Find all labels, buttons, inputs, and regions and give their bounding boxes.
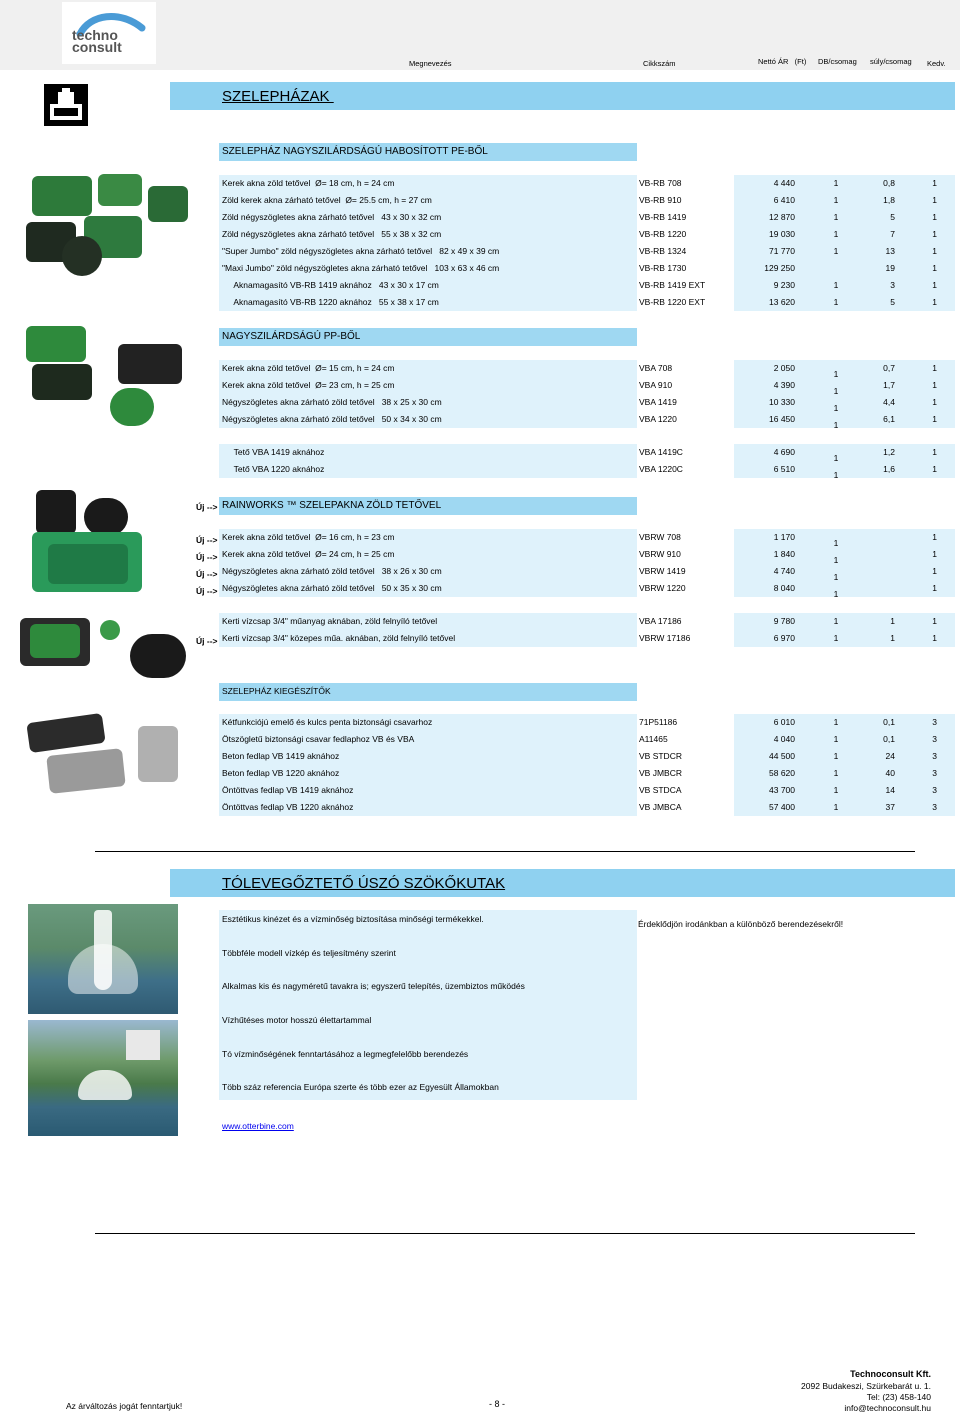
row-price: 44 500 <box>734 748 807 765</box>
row-price: 13 620 <box>734 294 807 311</box>
row-pack-count: 1 <box>807 580 865 597</box>
divider <box>95 851 915 852</box>
table-row <box>0 748 960 765</box>
table-row <box>0 260 960 277</box>
col-header-price: Nettó ÁR (Ft) <box>758 57 807 66</box>
row-price: 9 780 <box>734 613 807 630</box>
col-header-name: Megnevezés <box>409 59 452 68</box>
row-pack-count: 1 <box>807 175 865 192</box>
row-description: "Maxi Jumbo" zöld négyszögletes akna zárható tetővel 103 x 63 x 46 cm <box>219 260 637 277</box>
table-row <box>0 243 960 260</box>
row-code: VBA 1220 <box>637 411 734 428</box>
row-weight <box>865 563 915 580</box>
row-discount: 1 <box>915 226 955 243</box>
row-description: Öntöttvas fedlap VB 1220 aknához <box>219 799 637 816</box>
row-code: VB-RB 708 <box>637 175 734 192</box>
otterbine-link[interactable]: www.otterbine.com <box>222 1121 294 1131</box>
row-description: Beton fedlap VB 1419 aknához <box>219 748 637 765</box>
valve-box-icon <box>44 84 88 126</box>
row-pack-count: 1 <box>807 765 865 782</box>
row-pack-count: 1 <box>807 444 865 461</box>
row-description: Tető VBA 1220 aknához <box>219 461 637 478</box>
feature-item: Vízhűtéses motor hosszú élettartammal <box>222 1015 372 1025</box>
feature-item: Alkalmas kis és nagyméretű tavakra is; egyszerű telepítés, üzembiztos működés <box>222 981 525 991</box>
row-description: Zöld négyszögletes akna zárható tetővel 55 x 38 x 32 cm <box>219 226 637 243</box>
row-price: 58 620 <box>734 765 807 782</box>
table-row <box>0 799 960 816</box>
new-marker: Új --> <box>196 552 218 562</box>
row-price: 43 700 <box>734 782 807 799</box>
new-marker: Új --> <box>196 502 218 512</box>
table-row <box>0 294 960 311</box>
row-price: 19 030 <box>734 226 807 243</box>
row-weight: 3 <box>865 277 915 294</box>
row-price: 57 400 <box>734 799 807 816</box>
row-description: Kerek akna zöld tetővel Ø= 23 cm, h = 25 cm <box>219 377 637 394</box>
row-description: Négyszögletes akna zárható zöld tetővel 50 x 35 x 30 cm <box>219 580 637 597</box>
row-weight: 24 <box>865 748 915 765</box>
table-row <box>0 731 960 748</box>
row-pack-count: 1 <box>807 461 865 478</box>
row-code: VB-RB 1730 <box>637 260 734 277</box>
row-price: 2 050 <box>734 360 807 377</box>
row-weight <box>865 546 915 563</box>
row-description: Négyszögletes akna zárható zöld tetővel 50 x 34 x 30 cm <box>219 411 637 428</box>
row-price: 12 870 <box>734 209 807 226</box>
row-discount: 1 <box>915 260 955 277</box>
table-row <box>0 175 960 192</box>
row-weight: 0,1 <box>865 731 915 748</box>
row-price: 4 740 <box>734 563 807 580</box>
row-description: Aknamagasító VB-RB 1220 aknához 55 x 38 x 17 cm <box>219 294 637 311</box>
row-code: VBRW 708 <box>637 529 734 546</box>
row-pack-count: 1 <box>807 209 865 226</box>
logo <box>62 2 156 64</box>
row-discount: 1 <box>915 377 955 394</box>
feature-item: Több száz referencia Európa szerte és több ezer az Egyesült Államokban <box>222 1082 499 1092</box>
table-row <box>0 546 960 563</box>
row-code: VBA 17186 <box>637 613 734 630</box>
footer-disclaimer: Az árváltozás jogát fenntartjuk! <box>66 1401 183 1411</box>
row-discount: 1 <box>915 444 955 461</box>
row-description: Ötszögletű biztonsági csavar fedlaphoz VB és VBA <box>219 731 637 748</box>
row-pack-count: 1 <box>807 630 865 647</box>
table-row <box>0 226 960 243</box>
row-discount: 1 <box>915 394 955 411</box>
row-weight: 1 <box>865 613 915 630</box>
row-code: VB-RB 1324 <box>637 243 734 260</box>
row-discount: 1 <box>915 630 955 647</box>
table-row <box>0 529 960 546</box>
row-discount: 1 <box>915 563 955 580</box>
col-header-code: Cikkszám <box>643 59 676 68</box>
feature-panel <box>219 910 637 1100</box>
table-row <box>0 765 960 782</box>
row-pack-count: 1 <box>807 411 865 428</box>
new-marker: Új --> <box>196 569 218 579</box>
fountain-image-1 <box>28 904 178 1014</box>
table-row <box>0 714 960 731</box>
row-weight: 0,7 <box>865 360 915 377</box>
row-discount: 1 <box>915 529 955 546</box>
row-pack-count: 1 <box>807 782 865 799</box>
row-weight: 1,8 <box>865 192 915 209</box>
col-header-db: DB/csomag <box>818 57 857 66</box>
row-weight: 0,8 <box>865 175 915 192</box>
row-code: VB-RB 910 <box>637 192 734 209</box>
row-pack-count: 1 <box>807 529 865 546</box>
table-row <box>0 394 960 411</box>
row-code: VB STDCR <box>637 748 734 765</box>
section-title: TÓLEVEGŐZTETŐ ÚSZÓ SZÖKŐKUTAK <box>222 875 506 892</box>
row-discount: 1 <box>915 209 955 226</box>
row-weight: 6,1 <box>865 411 915 428</box>
row-description: Négyszögletes akna zárható zöld tetővel 38 x 26 x 30 cm <box>219 563 637 580</box>
row-discount: 1 <box>915 613 955 630</box>
feature-item: Többféle modell vízkép és teljesítmény szerint <box>222 948 396 958</box>
row-description: Kétfunkciójú emelő és kulcs penta biztonsági csavarhoz <box>219 714 637 731</box>
table-row <box>0 277 960 294</box>
row-code: VBRW 1419 <box>637 563 734 580</box>
row-weight: 4,4 <box>865 394 915 411</box>
new-marker: Új --> <box>196 586 218 596</box>
row-description: Kerek akna zöld tetővel Ø= 18 cm, h = 24 cm <box>219 175 637 192</box>
row-pack-count <box>807 260 865 277</box>
row-pack-count: 1 <box>807 377 865 394</box>
row-weight: 1,7 <box>865 377 915 394</box>
row-code: VB-RB 1419 EXT <box>637 277 734 294</box>
logo-text-top: techno <box>72 27 118 43</box>
row-weight: 40 <box>865 765 915 782</box>
row-code: 71P51186 <box>637 714 734 731</box>
row-price: 8 040 <box>734 580 807 597</box>
row-price: 16 450 <box>734 411 807 428</box>
divider <box>95 1233 915 1234</box>
row-code: VB JMBCR <box>637 765 734 782</box>
row-discount: 3 <box>915 765 955 782</box>
feature-item: Tó vízminőségének fenntartásához a legmegfelelőbb berendezés <box>222 1049 469 1059</box>
subsection-title: RAINWORKS ™ SZELEPAKNA ZÖLD TETŐVEL <box>222 500 442 511</box>
row-description: Kerti vízcsap 3/4" műanyag aknában, zöld felnyíló tetővel <box>219 613 637 630</box>
row-discount: 3 <box>915 799 955 816</box>
row-description: Zöld négyszögletes akna zárható tetővel 43 x 30 x 32 cm <box>219 209 637 226</box>
row-discount: 1 <box>915 580 955 597</box>
row-pack-count: 1 <box>807 731 865 748</box>
row-code: VBA 708 <box>637 360 734 377</box>
row-discount: 1 <box>915 461 955 478</box>
row-pack-count: 1 <box>807 192 865 209</box>
row-price: 9 230 <box>734 277 807 294</box>
row-price: 4 390 <box>734 377 807 394</box>
table-row <box>0 360 960 377</box>
row-price: 71 770 <box>734 243 807 260</box>
row-price: 4 690 <box>734 444 807 461</box>
product-image-faucet-boxes <box>20 614 196 684</box>
row-discount: 3 <box>915 748 955 765</box>
row-discount: 1 <box>915 294 955 311</box>
footer-address: 2092 Budakeszi, Szürkebarát u. 1. <box>801 1381 931 1391</box>
inquiry-note: Érdeklődjön irodánkban a különböző berendezésekről! <box>638 919 844 929</box>
table-row <box>0 563 960 580</box>
row-discount: 1 <box>915 243 955 260</box>
row-price: 129 250 <box>734 260 807 277</box>
row-weight: 1,6 <box>865 461 915 478</box>
row-description: Tető VBA 1419 aknához <box>219 444 637 461</box>
row-weight: 0,1 <box>865 714 915 731</box>
footer-company: Technoconsult Kft. <box>850 1369 931 1379</box>
row-pack-count: 1 <box>807 613 865 630</box>
row-discount: 3 <box>915 714 955 731</box>
new-marker: Új --> <box>196 636 218 646</box>
row-code: VBA 1419 <box>637 394 734 411</box>
row-description: Beton fedlap VB 1220 aknához <box>219 765 637 782</box>
row-discount: 1 <box>915 411 955 428</box>
row-description: Öntöttvas fedlap VB 1419 aknához <box>219 782 637 799</box>
row-weight: 13 <box>865 243 915 260</box>
feature-item: Esztétikus kinézet és a vízminőség biztosítása minőségi termékekkel. <box>222 914 484 924</box>
row-description: Négyszögletes akna zárható zöld tetővel 38 x 25 x 30 cm <box>219 394 637 411</box>
row-weight: 5 <box>865 294 915 311</box>
row-pack-count: 1 <box>807 360 865 377</box>
section-title: SZELEPHÁZAK <box>222 88 334 105</box>
row-price: 1 170 <box>734 529 807 546</box>
row-description: Aknamagasító VB-RB 1419 aknához 43 x 30 x 17 cm <box>219 277 637 294</box>
row-price: 6 410 <box>734 192 807 209</box>
row-code: VBA 1220C <box>637 461 734 478</box>
row-description: Zöld kerek akna zárható tetővel Ø= 25.5 cm, h = 27 cm <box>219 192 637 209</box>
logo-text-bottom: consult <box>72 39 122 55</box>
row-weight: 1,2 <box>865 444 915 461</box>
row-price: 6 510 <box>734 461 807 478</box>
row-code: VBA 1419C <box>637 444 734 461</box>
row-weight: 19 <box>865 260 915 277</box>
table-row <box>0 444 960 461</box>
subsection-title: SZELEPHÁZ KIEGÉSZÍTŐK <box>222 686 331 696</box>
row-price: 10 330 <box>734 394 807 411</box>
row-weight <box>865 580 915 597</box>
fountain-image-2 <box>28 1020 178 1136</box>
table-row <box>0 377 960 394</box>
row-pack-count: 1 <box>807 714 865 731</box>
row-discount: 3 <box>915 782 955 799</box>
col-header-weight: súly/csomag <box>870 57 912 66</box>
row-code: VB-RB 1419 <box>637 209 734 226</box>
col-header-discount: Kedv. <box>927 59 946 68</box>
new-marker: Új --> <box>196 535 218 545</box>
row-pack-count: 1 <box>807 799 865 816</box>
row-weight: 37 <box>865 799 915 816</box>
footer-phone: Tel: (23) 458-140 <box>866 1392 931 1402</box>
row-code: VBA 910 <box>637 377 734 394</box>
row-description: Kerti vízcsap 3/4" közepes műa. aknában, zöld felnyíló tetővel <box>219 630 637 647</box>
row-description: "Super Jumbo" zöld négyszögletes akna zárható tetővel 82 x 49 x 39 cm <box>219 243 637 260</box>
row-price: 4 040 <box>734 731 807 748</box>
row-weight: 1 <box>865 630 915 647</box>
row-code: VB-RB 1220 <box>637 226 734 243</box>
row-code: VBRW 1220 <box>637 580 734 597</box>
row-discount: 1 <box>915 546 955 563</box>
row-pack-count: 1 <box>807 226 865 243</box>
row-discount: 1 <box>915 277 955 294</box>
row-description: Kerek akna zöld tetővel Ø= 15 cm, h = 24 cm <box>219 360 637 377</box>
footer-email: info@technoconsult.hu <box>844 1403 931 1413</box>
row-weight: 7 <box>865 226 915 243</box>
row-discount: 3 <box>915 731 955 748</box>
row-discount: 1 <box>915 175 955 192</box>
row-code: VB JMBCA <box>637 799 734 816</box>
table-row <box>0 411 960 428</box>
row-description: Kerek akna zöld tetővel Ø= 24 cm, h = 25 cm <box>219 546 637 563</box>
row-code: VB STDCA <box>637 782 734 799</box>
row-pack-count: 1 <box>807 394 865 411</box>
row-description: Kerek akna zöld tetővel Ø= 16 cm, h = 23 cm <box>219 529 637 546</box>
row-code: VBRW 910 <box>637 546 734 563</box>
row-price: 6 970 <box>734 630 807 647</box>
row-price: 6 010 <box>734 714 807 731</box>
row-price: 4 440 <box>734 175 807 192</box>
table-row <box>0 192 960 209</box>
subsection-title: NAGYSZILÁRDSÁGÚ PP-BŐL <box>222 331 361 342</box>
table-row <box>0 580 960 597</box>
subsection-title: SZELEPHÁZ NAGYSZILÁRDSÁGÚ HABOSÍTOTT PE-BŐL <box>222 146 488 157</box>
row-pack-count: 1 <box>807 243 865 260</box>
row-pack-count: 1 <box>807 748 865 765</box>
row-discount: 1 <box>915 192 955 209</box>
row-pack-count: 1 <box>807 563 865 580</box>
table-row <box>0 209 960 226</box>
row-weight: 14 <box>865 782 915 799</box>
row-code: A11465 <box>637 731 734 748</box>
row-weight <box>865 529 915 546</box>
table-row <box>0 782 960 799</box>
row-pack-count: 1 <box>807 546 865 563</box>
row-code: VBRW 17186 <box>637 630 734 647</box>
row-weight: 5 <box>865 209 915 226</box>
table-row <box>0 461 960 478</box>
row-discount: 1 <box>915 360 955 377</box>
row-price: 1 840 <box>734 546 807 563</box>
row-pack-count: 1 <box>807 294 865 311</box>
page-number: - 8 - <box>489 1399 506 1409</box>
row-pack-count: 1 <box>807 277 865 294</box>
row-code: VB-RB 1220 EXT <box>637 294 734 311</box>
